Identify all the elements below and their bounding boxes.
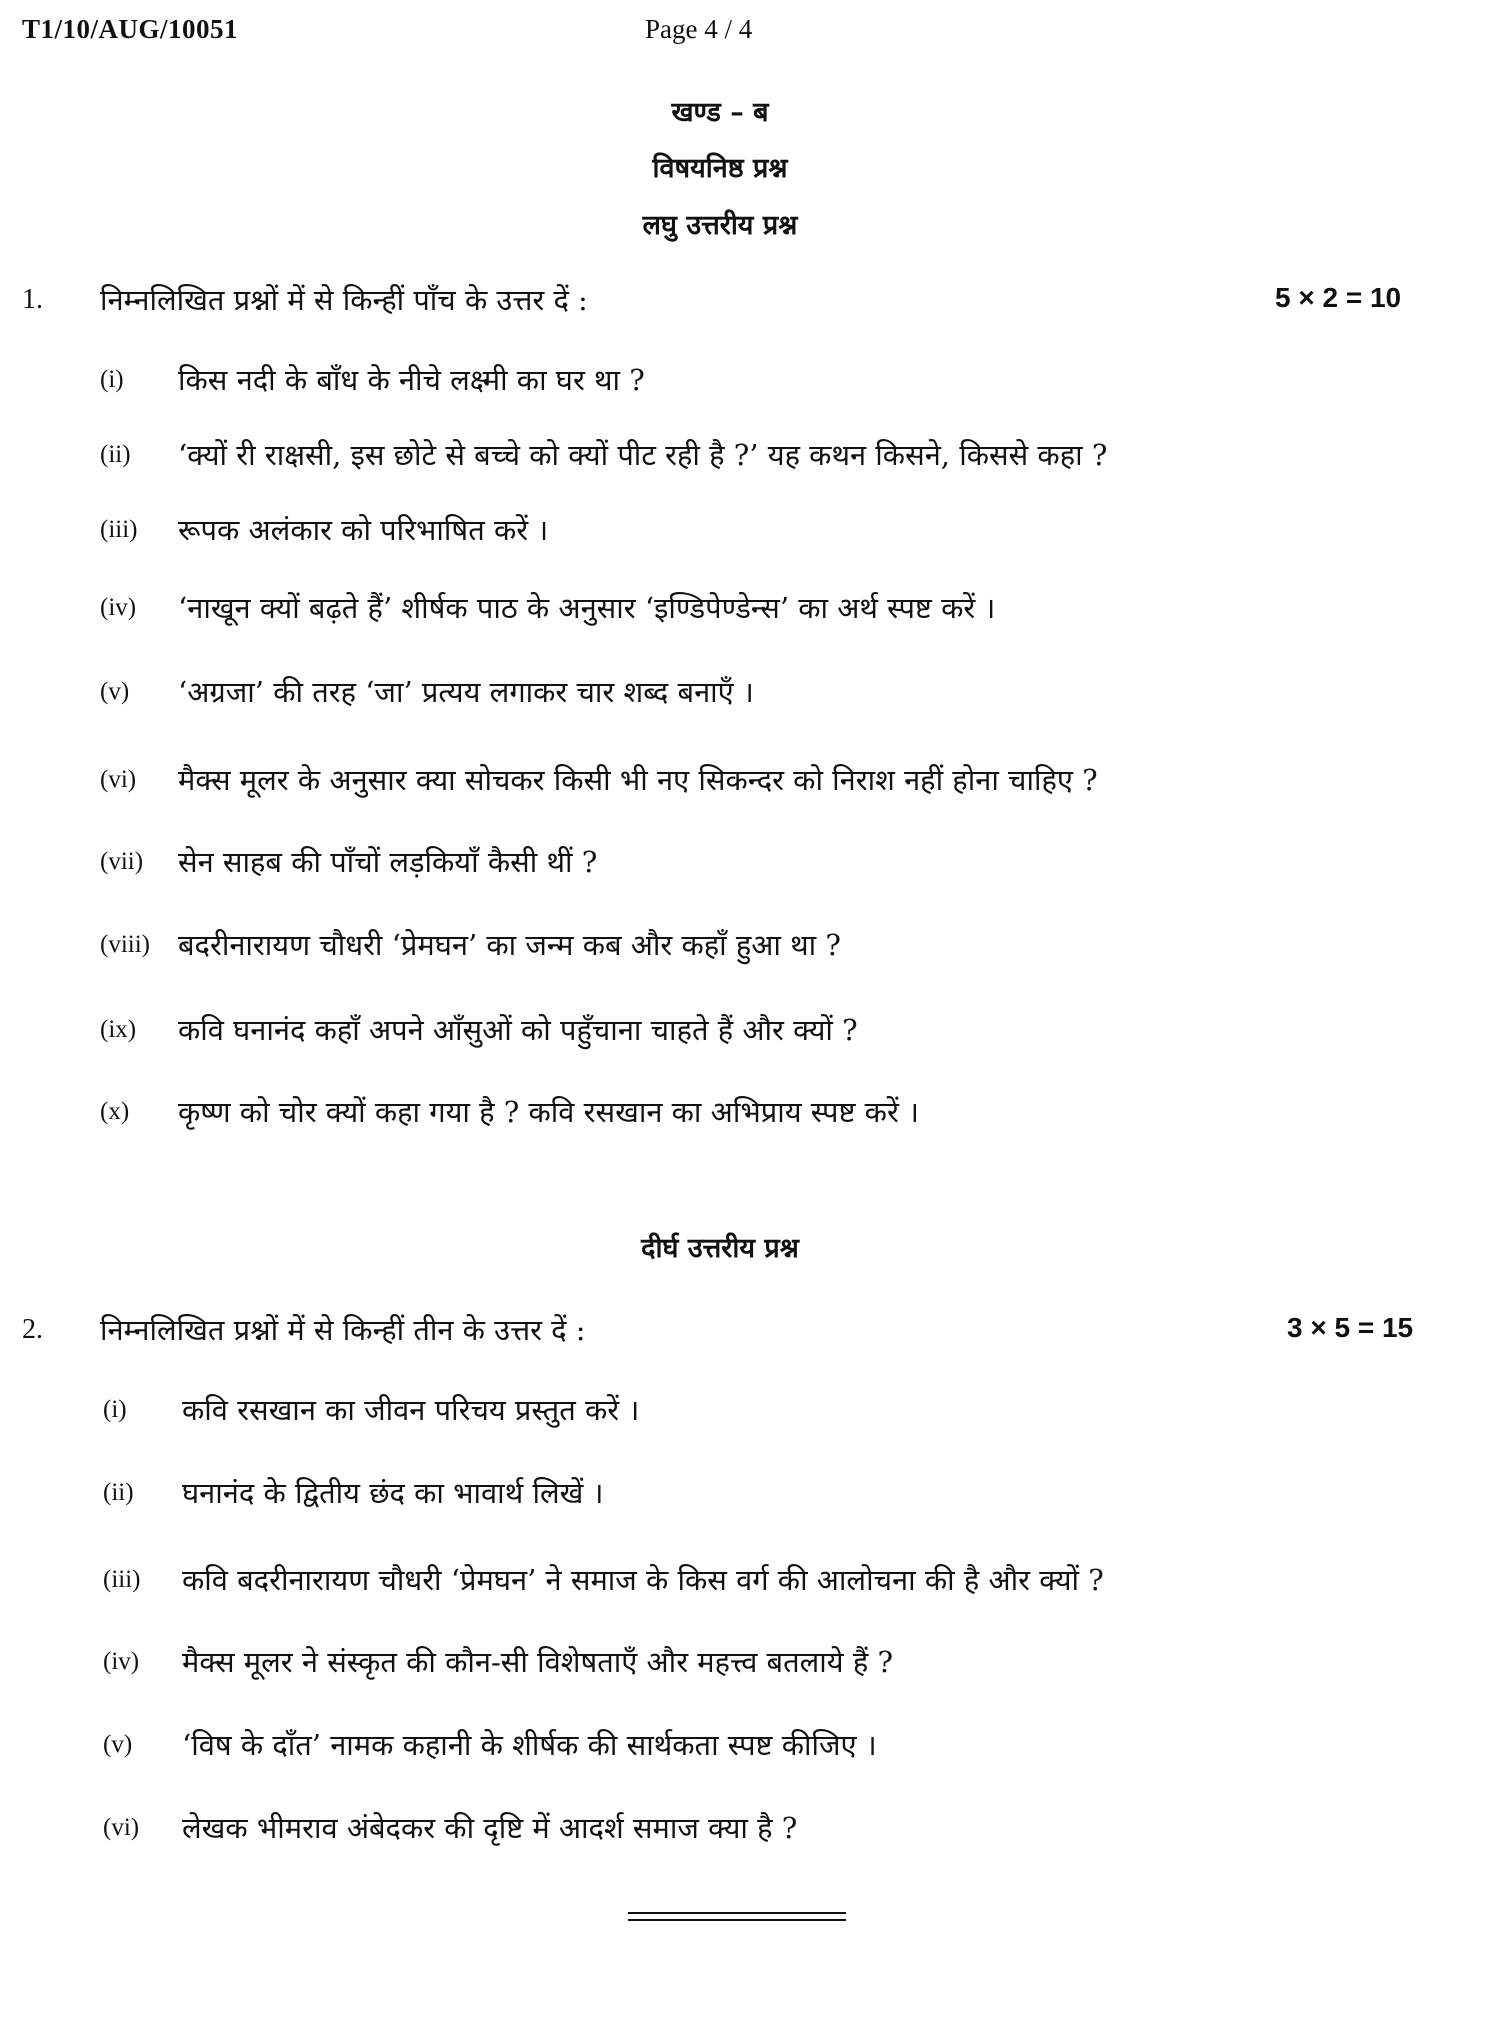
- item-label: (iii): [100, 516, 138, 543]
- item-label: (vi): [103, 1814, 140, 1841]
- list-item: घनानंद के द्वितीय छंद का भावार्थ लिखें ।: [182, 1476, 604, 1510]
- question-instruction: निम्नलिखित प्रश्नों में से किन्हीं पाँच के उत्तर दें :: [100, 283, 588, 317]
- item-label: (x): [100, 1098, 130, 1125]
- item-label: (vii): [100, 848, 144, 875]
- long-answer-heading: दीर्घ उत्तरीय प्रश्न: [641, 1233, 799, 1264]
- section-subtitle: विषयनिष्ठ प्रश्न: [652, 153, 788, 184]
- item-label: (i): [103, 1396, 127, 1423]
- paper-code: T1/10/AUG/10051: [22, 14, 239, 44]
- item-label: (iii): [103, 1566, 141, 1593]
- list-item: बदरीनारायण चौधरी ‘प्रेमघन’ का जन्म कब और कहाँ हुआ था ?: [178, 928, 841, 962]
- list-item: कवि रसखान का जीवन परिचय प्रस्तुत करें ।: [182, 1393, 640, 1427]
- list-item: कृष्ण को चोर क्यों कहा गया है ? कवि रसखान का अभिप्राय स्पष्ट करें ।: [178, 1095, 920, 1129]
- list-item: ‘नाखून क्यों बढ़ते हैं’ शीर्षक पाठ के अनुसार ‘इण्डिपेण्डेन्स’ का अर्थ स्पष्ट करें ।: [178, 591, 996, 625]
- item-label: (iv): [100, 594, 137, 621]
- list-item: ‘अग्रजा’ की तरह ‘जा’ प्रत्यय लगाकर चार शब्द बनाएँ ।: [178, 675, 754, 709]
- list-item: मैक्स मूलर ने संस्कृत की कौन-सी विशेषताएँ और महत्त्व बतलाये हैं ?: [182, 1645, 894, 1679]
- list-item: ‘विष के दाँत’ नामक कहानी के शीर्षक की सार्थकता स्पष्ट कीजिए ।: [182, 1728, 877, 1762]
- section-title: खण्ड – ब: [671, 97, 769, 128]
- item-label: (i): [100, 366, 124, 393]
- list-item: मैक्स मूलर के अनुसार क्या सोचकर किसी भी नए सिकन्दर को निराश नहीं होना चाहिए ?: [178, 763, 1098, 797]
- page-number: Page 4 / 4: [645, 14, 753, 44]
- item-label: (v): [103, 1731, 133, 1758]
- marks-allocation: 3 × 5 = 15: [1287, 1312, 1414, 1343]
- marks-allocation: 5 × 2 = 10: [1275, 282, 1402, 313]
- item-label: (viii): [100, 931, 150, 958]
- item-label: (ii): [100, 441, 131, 468]
- question-number: 2.: [22, 1314, 43, 1345]
- short-answer-heading: लघु उत्तरीय प्रश्न: [642, 210, 798, 241]
- list-item: लेखक भीमराव अंबेदकर की दृष्टि में आदर्श समाज क्या है ?: [182, 1811, 798, 1845]
- list-item: किस नदी के बाँध के नीचे लक्ष्मी का घर था ?: [178, 363, 645, 397]
- item-label: (ii): [103, 1479, 134, 1506]
- item-label: (vi): [100, 766, 137, 793]
- question-number: 1.: [22, 284, 43, 315]
- list-item: कवि घनानंद कहाँ अपने आँसुओं को पहुँचाना चाहते हैं और क्यों ?: [178, 1013, 858, 1047]
- question-instruction: निम्नलिखित प्रश्नों में से किन्हीं तीन के उत्तर दें :: [100, 1313, 586, 1347]
- item-label: (iv): [103, 1648, 140, 1675]
- end-of-paper-divider: [628, 1912, 846, 1921]
- item-label: (ix): [100, 1016, 137, 1043]
- list-item: कवि बदरीनारायण चौधरी ‘प्रेमघन’ ने समाज के किस वर्ग की आलोचना की है और क्यों ?: [182, 1563, 1104, 1597]
- list-item: ‘क्यों री राक्षसी, इस छोटे से बच्चे को क्यों पीट रही है ?’ यह कथन किसने, किससे कहा ?: [178, 438, 1108, 472]
- item-label: (v): [100, 678, 130, 705]
- list-item: सेन साहब की पाँचों लड़कियाँ कैसी थीं ?: [178, 845, 598, 879]
- list-item: रूपक अलंकार को परिभाषित करें ।: [178, 513, 549, 547]
